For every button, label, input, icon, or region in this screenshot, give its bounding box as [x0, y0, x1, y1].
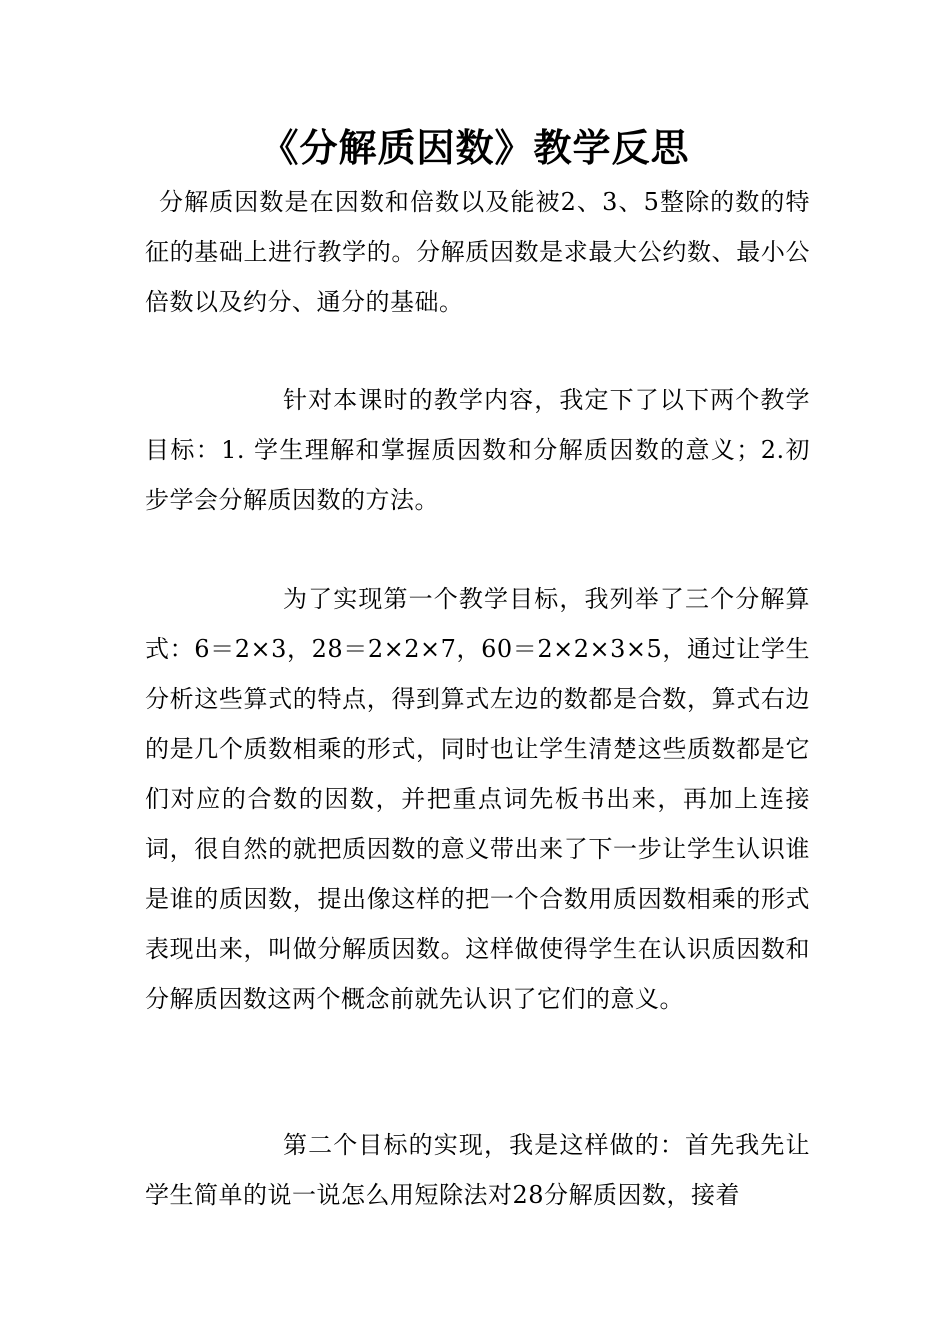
paragraph-second-goal: 第二个目标的实现，我是这样做的：首先我先让学生简单的说一说怎么用短除法对28分解质因数，接着: [145, 1131, 810, 1209]
document-title: 《分解质因数》教学反思: [260, 126, 690, 170]
paragraph-first-goal: 为了实现第一个教学目标，我列举了三个分解算式：6＝2×3，28＝2×2×7，60＝2×2×3×5，通过让学生分析这些算式的特点，得到算式左边的数都是合数，算式右边的是几个质数相乘的形式，同时也让学生清楚这些质数都是它们对应的合数的因数，并把重点词先板书出来，再加上连接词，很自然的就把质因数的意义带出来了下一步让学生认识谁是谁的质因数，提出像这样的把一个合数用质因数相乘的形式表现出来，叫做分解质因数。这样做使得学生在认识质因数和分解质因数这两个概念前就先认识了它们的意义。: [145, 585, 810, 1013]
paragraph-intro: 分解质因数是在因数和倍数以及能被2、3、5整除的数的特征的基础上进行教学的。分解质因数是求最大公约数、最小公倍数以及约分、通分的基础。: [145, 188, 810, 316]
paragraph-goals: 针对本课时的教学内容，我定下了以下两个教学目标：1. 学生理解和掌握质因数和分解质因数的意义；2.初步学会分解质因数的方法。: [145, 386, 810, 514]
